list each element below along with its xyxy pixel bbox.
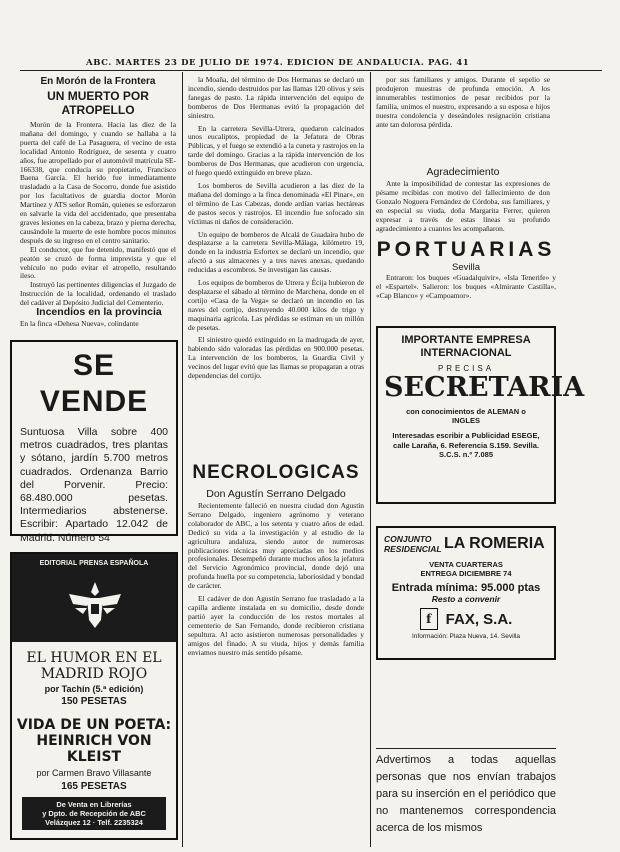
article-paragraph: En la carretera Sevilla-Utrera, quedaron calcinados unos eucaliptos, propiedad de la Jefatura de Obras Públicas, y el fuego se extendió a la cuneta y rastrojos en la tarde del domingo. Gracias a la rápida intervención de los bomberos de Dos Hermanas, que acudieron con urgencia, el fuego quedó extinguido en breve plazo. [188,123,364,178]
article-headline: UN MUERTO POR ATROPELLO [47,89,149,117]
ad-requirement: con conocimientos de ALEMAN o INGLES [406,407,526,425]
section-subhead: Incendios en la provincia [36,306,162,318]
notice-rule [376,748,556,749]
book-author: por Carmen Bravo Villasante [36,768,152,778]
article-incendios [188,76,364,454]
ad-se-vende [10,340,178,544]
article-paragraph: Instruyó las pertinentes diligencias el Juzgado de Instrucción de la localidad, ordenando el traslado del cadáver al Depósito Judicial del Cementerio. [20,280,176,308]
sales-line: Velázquez 12 · Telf. 2235324 [45,818,143,827]
article-paragraph: Morón de la Frontera. Hacia las diez de la mañana del domingo, y cuando se hallaba a la puerta del café de La Pasaguera, el vecino de esta localidad Antonio Rodríguez, de sesenta y cuatro años, fue atropellado por el automóvil matrícula SE-166338, que conducía su propietario, Francisco Baena García. El herido fue inmediatamente trasladado a la Casa de Socorro, donde fue asistido por los facultativos de guardia doctor Morón Martínez y ATS señor Román, quienes se esforzaron en salvarle la vida del accidentado, que presentaba graves lesiones en la cabeza, brazo y pierna derecha, causándole la muerte de este hombre pocos minutos después de su ingreso en el centro sanitario. [20,120,176,245]
section-title: PORTUARIAS [376,238,556,261]
ad-subtitle: CONJUNTO RESIDENCIAL [384,534,442,554]
company-logo-icon: f [420,608,438,630]
book-price: 150 PESETAS [61,696,127,707]
column-divider-1 [182,72,183,847]
article-paragraph: Ante la imposibilidad de contestar las expresiones de pésame recibidas con motivo del fallecimiento de don Gonzalo Noguera Fernández de Córdoba, sus familiares, y en especial su viuda, doña Margarita Ferrer, quieren expresar a través de estas líneas su profundo agradecimiento a cuantos les acompañaron. [376,180,550,233]
sales-line: De Venta en Librerías [56,800,132,809]
article-paragraph: Los bomberos de Sevilla acudieron a las diez de la mañana del domingo a la finca denominada «El Pinar», en el término de Las Cabezas, donde ardían varias hectáreas de pastos secos y rastrojos. El incendio fue sofocado sin víctimas ni daños de consideración. [188,180,364,226]
article-kicker: En Morón de la Frontera [40,76,156,87]
article-paragraph: El conductor, que fue detenido, manifestó que el peatón se cruzó de forma imprevista y que el vehículo no pudo evitar el atropello, resultando ileso. [20,244,176,281]
book-sales-info [22,797,166,830]
sales-line: y Dpto. de Recepción de ABC [42,809,146,818]
article-paragraph: por sus familiares y amigos. Durante el sepelio se produjeron muestras de profunda emoción. A los innumerables testimonios de pesar recibidos por la familia, unimos el nuestro, expresando a su esposa e hijos nuestra condolencia y deseándoles resignación cristiana ante tan dolorosa pérdida. [376,76,550,129]
header-rule [20,70,602,71]
article-continuation [376,76,550,162]
publisher-banner [12,554,176,642]
article-atropello [20,76,176,332]
ad-price: Entrada mínima: 95.000 ptas [391,582,541,594]
ad-precisa: PRECISA [437,364,495,373]
book-author: por Tachín (5.ª edición) [44,684,144,694]
ad-la-romeria [376,526,556,660]
ad-line: ENTREGA DICIEMBRE 74 [420,569,512,578]
section-subhead: Agradecimiento [426,166,500,178]
eagle-emblem-icon [65,574,125,634]
obituary-text [188,502,364,842]
publisher-name: EDITORIAL PRENSA ESPAÑOLA [39,560,149,567]
notice-text: Advertimos a todas aquellas personas que nos envían trabajos para su inserción en el periódico que no mantenemos correspondencia acerca de los mismos [376,754,556,834]
article-agradecimiento [376,180,550,236]
book-title: VIDA DE UN POETA: HEINRICH VON KLEIST [16,717,172,765]
port-city: Sevilla [452,262,480,273]
ad-body: Suntuosa Villa sobre 400 metros cuadrados, tres plantas y sótano, jardín 5.700 metros cuadrados. Ordenanza Barrio del Porvenir. Precio: 68.480.000 pesetas. Intermediarios abstenerse. Escribir: Apartado 12.042 de Madrid. Número 54 [20,426,168,544]
article-paragraph: la Moaña, del término de Dos Hermanas se declaró un incendio, siendo destruidos por las llamas 120 olivos y seis fanegas de pasto. La rápida intervención del equipo de bomberos de Dos Hermanas evitó la propagación del siniestro. [188,76,364,120]
company-name: FAX, S.A. [445,610,513,628]
article-paragraph: El siniestro quedó extinguido en la madrugada de ayer, habiendo sido valoradas las pérdidas en 900.000 pesetas. La intervención de los bomberos, la Guardia Civil y vecinos del lugar evitó que las llamas se propagaran a otras dependencias del cortijo. [188,335,364,381]
page-header: ABC. MARTES 23 DE JULIO DE 1974. EDICION DE ANDALUCIA. PAG. 41 [86,58,470,68]
ad-line: Resto a convenir [431,594,501,604]
section-title: NECROLOGICAS [192,462,360,483]
article-paragraph: Recientemente falleció en nuestra ciudad don Agustín Serrano Delgado, ingeniero agrónomo y veterano colaborador de ABC, a los setenta y cuatro años de edad. Dedicó su vida a la investigación y al estudio de la agricultura andaluza, siendo autor de numerosas publicaciones técnicas muy apreciadas en los medios profesionales. Desempeñó durante muchos años la jefatura del Servicio Agronómico provincial, donde dejó una profunda huella por su competencia, laboriosidad y bondad de carácter. [188,502,364,591]
ad-title: SE VENDE [39,349,149,418]
article-paragraph: Entraron: los buques «Guadalquivir», «Isla Tenerife» y el «Espartel». Salieron: los buques «Almirante Castilla», «Cap Blanco» y «Campoamor». [376,274,556,300]
column-divider-2 [370,72,371,847]
ad-title: IMPORTANTE EMPRESA INTERNACIONAL [401,334,531,359]
article-paragraph: Los equipos de bomberos de Utrera y Écija hubieron de desplazarse el sábado al término de Marchena, donde en el cortijo «Casa de la Vega» se declaró un incendio en las naves del cortijo, destruyendo 40.000 kilos de trigo y maquinaria agrícola. Las pérdidas se estiman en un millón de pesetas. [188,278,364,332]
ad-contact: Interesadas escribir a Publicidad ESEGE, calle Laraña, 6. Referencia S.159. Sevilla. S.C.S. n.º 7.085 [392,431,540,459]
book-price: 165 PESETAS [61,781,127,792]
ad-books [10,552,178,840]
book-title: EL HUMOR EN EL MADRID ROJO [26,650,162,682]
ad-title: LA ROMERIA [444,535,545,552]
company-address: Información: Plaza Nueva, 14. Sevilla [411,633,521,640]
obituary-name: Don Agustín Serrano Delgado [206,488,346,500]
ad-secretaria [376,326,585,504]
article-paragraph: En la finca «Dehesa Nueva», colindante [20,320,139,328]
article-paragraph: El cadáver de don Agustín Serrano fue trasladado a la capilla ardiente instalada en su domicilio, desde donde partió ayer la conducción de los restos mortales al cementerio de San Fernando, donde recibieron cristiana sepultura. Al acto asistieron numerosas personalidades y amigos del finado. A su viuda, hijos y demás familia enviamos nuestro más sentido pésame. [188,594,364,657]
article-paragraph: Un equipo de bomberos de Alcalá de Guadaíra hubo de desplazarse a la carretera Sevilla-Málaga, kilómetro 19, donde en la industria Esfortex se declaró un incendio, que afectó a sus almacenes y a tres naves anexas, quedando reducidas a escombros. Se investigan las causas. [188,229,364,275]
ad-line: VENTA CUARTERAS [429,560,503,569]
article-portuarias [376,274,556,322]
ad-big-word: SECRETARIA [384,372,585,403]
